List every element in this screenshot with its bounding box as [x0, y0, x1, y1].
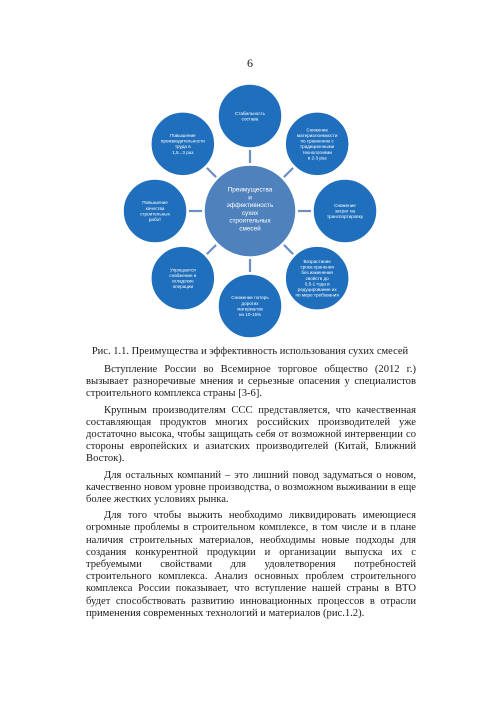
paragraph: Для остальных компаний – это лишний повод задуматься о новом, качественно новом уровне производства, о возможном выживании в еще более жестких условиях рынка. — [86, 469, 416, 506]
body-text — [86, 364, 416, 624]
figure-caption: Рис. 1.1. Преимущества и эффективность использования сухих смесей — [91, 346, 409, 357]
advantage-node-label: Повышение производительности труда в 1,5...3 раз — [160, 133, 205, 155]
connector-line — [284, 245, 293, 254]
page-number: 6 — [247, 56, 253, 70]
connector-line — [284, 168, 293, 177]
connector-line — [207, 168, 216, 177]
diagram-canvas — [112, 82, 388, 340]
advantage-node-label: Снижение материалоемкости по сравнению с традиционными технологиями в 2-3 раз — [296, 127, 338, 161]
paragraph: Для того чтобы выжить необходимо ликвидировать имеющиеся огромные проблемы в строительном комплексе, в том числе и в плане наличия строительных материалов, необходимы новые подходы для создания конкурентной продукции и организации выпуска их с требуемыми свойствами для удовлетворения потребностей строительного комплекса. Анализ основных проблем строительного комплекса России показывает, что вступление нашей страны в ВТО будет способствовать развитию инновационных процессов в отрасли применения современных технологий и материалов (рис.1.2). — [86, 510, 416, 619]
advantages-diagram — [112, 82, 388, 340]
advantage-node-label: Снижение потерь дорогих материалов на 10-15% — [231, 295, 269, 317]
advantage-node-label: Стабильность состава — [234, 110, 266, 122]
paragraph: Вступление России во Всемирное торговое общество (2012 г.) вызывает разноречивые мнения и серьезные опасения у специалистов строительного комплекса страны [3-6]. — [86, 364, 416, 400]
connector-line — [207, 245, 216, 254]
advantage-node-label: Возрастание срока хранения без изменения свойств до 0,5-1 года и редуцирование их по мере требования — [295, 258, 339, 298]
center-label: Преимущества и эффективность сухих строительных смесей — [226, 186, 274, 233]
advantage-node-label: Повышение качества строительных работ — [140, 200, 170, 222]
advantage-node-label: Снижение затрат на транспортировку — [326, 203, 364, 220]
advantage-node-label: Упрощается снабжение и складские операции — [169, 267, 197, 290]
paragraph: Крупным производителям ССС представляется, что качественная составляющая продуктов многих российских производителей уже достаточно высока, чтобы защищать себя от возможной интервенции со стороны европейских и азиатских производителей (Китай, Ближний Восток). — [86, 404, 416, 465]
